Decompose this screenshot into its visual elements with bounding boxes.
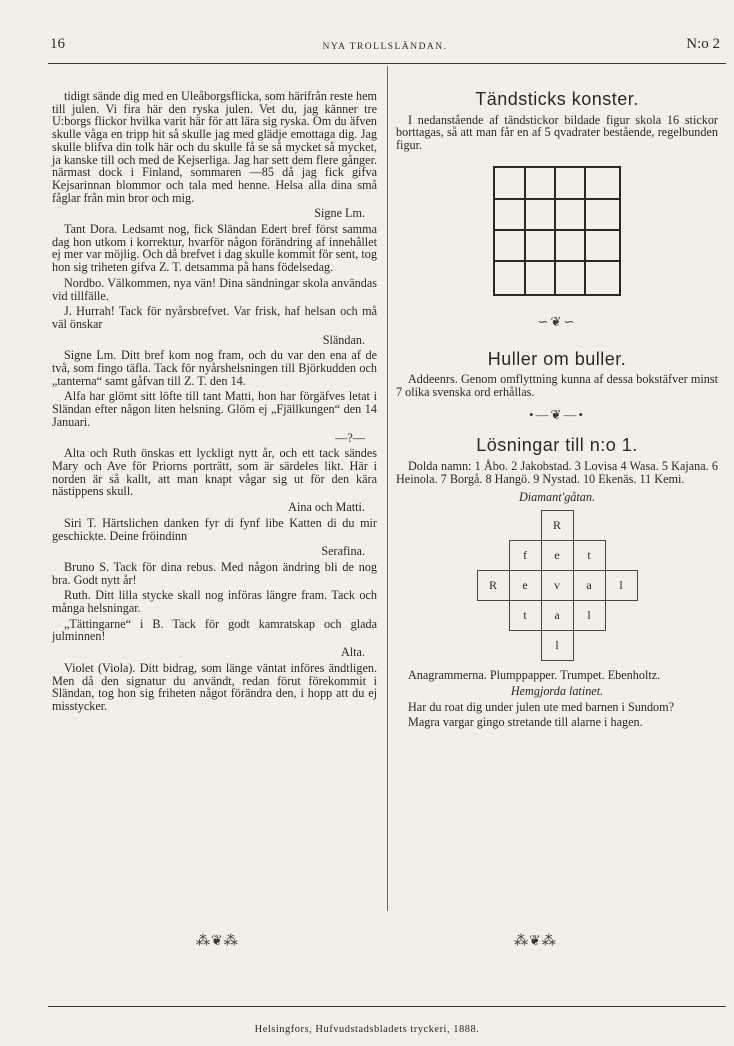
- letters-column: [52, 90, 377, 713]
- letter-paragraph: Nordbo. Välkommen, nya vän! Dina sändningar skola användas vid tillfälle.: [52, 275, 377, 303]
- ornament-right: ⁂❦⁂: [514, 934, 557, 949]
- diamond-cell: a: [541, 601, 573, 631]
- letter-paragraph: Tant Dora. Ledsamt nog, fick Sländan Edert bref först samma dag hon utkom i korrektur, hvarför någon förändring af innehållet ej mer var möjlig. Och då brefvet i dag skulle kommit för sent, tog hon sig triheten gifva Z. T. detsamma på hans födelsedag.: [52, 222, 377, 275]
- solutions-names: Dolda namn: 1 Åbo. 2 Jakobstad. 3 Lovisa 4 Wasa. 5 Kajana. 6 Heinola. 7 Borgå. 8 Hangö. 9 Nystad. 10 Ekenäs. 11 Kemi.: [396, 459, 718, 486]
- header-rule: [48, 63, 726, 64]
- diamond-cell: t: [509, 601, 541, 631]
- ornament-left: ⁂❦⁂: [196, 934, 239, 949]
- page-number: 16: [50, 36, 65, 52]
- signature: —?—: [335, 430, 365, 445]
- letter-paragraph: Violet (Viola). Ditt bidrag, som länge väntat införes ändtligen. Men då den signatur du användt, redan förut förekommit i Sländan, tog hon sig friheten något förändra den, i hopp att du ej misstycker.: [52, 660, 377, 713]
- diamond-title: Diamant'gåtan.: [518, 490, 596, 505]
- solutions-title: Lösningar till n:o 1.: [476, 435, 638, 456]
- latinet-line: Magra vargar gingo stretande till alarne i hagen.: [408, 715, 643, 730]
- letter-paragraph: „Tättingarne“ i B. Tack för godt kamratskap och glada julminnen!: [52, 616, 377, 644]
- letter-paragraph: Alfa har glömt sitt löfte till tant Matti, hon har förgäfves letat i Sländan efter någon liten helsning. Glöm ej „Fjällkungen“ den 14 Januari.: [52, 389, 377, 429]
- huller-text: Addeenrs. Genom omflyttning kunna af dessa bokstäfver minst 7 olika svenska ord erhållas.: [396, 372, 718, 399]
- diamond-cell: e: [541, 541, 573, 571]
- letter-paragraph: Siri T. Härtslichen danken fyr di fynf libe Katten di du mir geschickte. Deine fröindinn: [52, 515, 377, 543]
- signature: Aina och Matti.: [288, 500, 365, 515]
- anagram-solution: Anagrammerna. Plumppapper. Trumpet. Ebenholtz.: [408, 668, 661, 683]
- diamond-cell: R: [541, 511, 573, 541]
- diamond-cell: a: [573, 571, 605, 601]
- ornament: ∽❦∽: [537, 313, 577, 329]
- letter-paragraph: tidigt sände dig med en Uleåborgsflicka, som härifrån reste hem till julen. Vi fira här den ryska julen. Vet du, jag känner tre U:borgs flickor hvilka varit här för att lära sig ryska. Om du äfven skulle våga en tripp hit så skulle jag med glädje emottaga dig. Jag skulle blifva din tolk här och du skulle få se så mycket så mycket, ja kanske till och med de Kejserliga. Jag har sett dem flere gånger. närmast dock i Finland, sommaren —85 då jag fick gifva Kejsarinnan blommor och tala med henne. Helsa alla dina små fåglar från min bror och mig.: [52, 89, 377, 205]
- signature: Serafina.: [321, 544, 365, 559]
- letter-paragraph: Bruno S. Tack för dina rebus. Med någon ändring bli de nog bra. Godt nytt år!: [52, 559, 377, 587]
- latinet-line: Har du roat dig under julen ute med barnen i Sundom?: [408, 699, 675, 714]
- letter-paragraph: J. Hurrah! Tack för nyårsbrefvet. Var frisk, haf helsan och må väl önskar: [52, 304, 377, 331]
- diamond-cell: l: [541, 631, 573, 661]
- latinet-title: Hemgjorda latinet.: [510, 683, 604, 698]
- puzzles-column: [396, 89, 718, 730]
- diamond-cell: l: [573, 601, 605, 631]
- huller-title: Huller om buller.: [487, 348, 627, 369]
- diamond-cell: l: [605, 571, 637, 601]
- column-divider: [387, 66, 388, 911]
- matches-title: Tändsticks konster.: [475, 89, 639, 109]
- signature: Sländan.: [322, 332, 365, 347]
- matchstick-figure: [493, 166, 621, 296]
- letter-paragraph: Alta och Ruth önskas ett lyckligt nytt år, och ett tack sändes Mary och Ave för Priorns porträtt, som är särdeles likt. Här i norden är så kallt, att man knapt vågar sig ut för den kära nästippens skull.: [52, 446, 377, 499]
- diamond-cell: v: [541, 571, 573, 601]
- letter-paragraph: Ruth. Ditt lilla stycke skall nog införas längre fram. Tack och många helsningar.: [52, 588, 377, 616]
- ornament: •—❦—•: [529, 406, 585, 422]
- diamond-cell: f: [509, 541, 541, 571]
- publication-title: NYA TROLLSLÄNDAN.: [322, 42, 448, 52]
- signature: Signe Lm.: [314, 206, 365, 221]
- letter-paragraph: Signe Lm. Ditt bref kom nog fram, och du var den ena af de två, som fingo täfla. Tack för nyårshelsningen till Björkudden och „tanterna“ samt gåfvan till Z. T. den 14.: [52, 348, 377, 388]
- diamond-cell: t: [573, 541, 605, 571]
- diamond-cell: R: [477, 571, 509, 601]
- footer-rule: [48, 1006, 726, 1007]
- printer-footer: Helsingfors, Hufvudstadsbladets tryckeri, 1888.: [254, 1024, 480, 1035]
- diamond-cell: e: [509, 571, 541, 601]
- page-header: [50, 34, 720, 64]
- issue-number: N:o 2: [686, 36, 720, 52]
- signature: Alta.: [340, 645, 365, 660]
- diamond-grid: [477, 510, 638, 661]
- matches-text: I nedanstående af tändstickor bildade figur skola 16 stickor borttagas, så att man får en af 5 qvadrater bestående, regelbunden figur.: [396, 112, 718, 153]
